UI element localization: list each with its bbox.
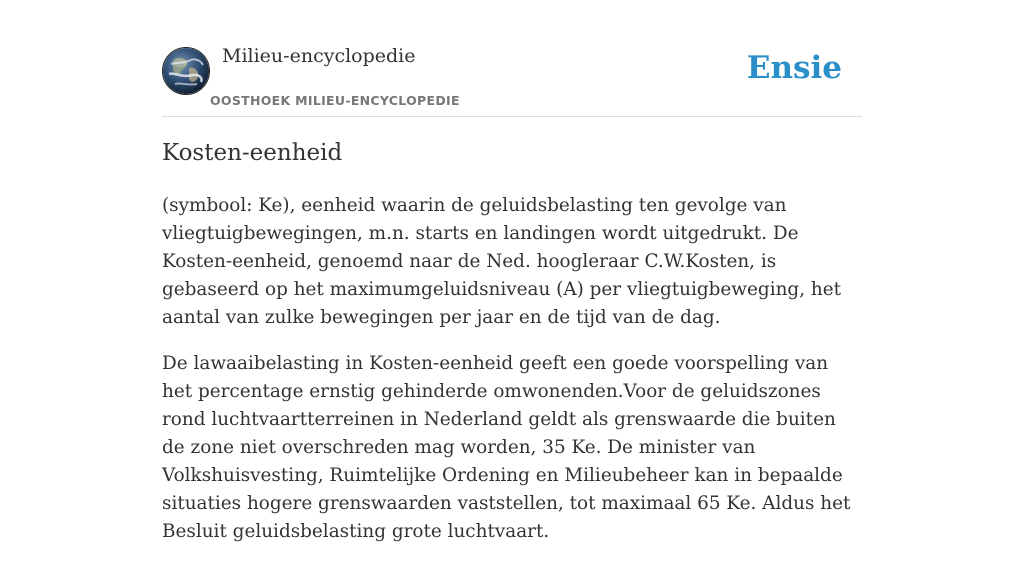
site-header	[162, 0, 862, 117]
article-paragraph: De lawaaibelasting in Kosten-eenheid geeft een goede voorspelling van het percentage ernstig gehinderde omwonenden.Voor de geluidszones rond luchtvaartterreinen in Nederland geldt als grenswaarde die buiten de zone niet overschreden mag worden, 35 Ke. De minister van Volkshuisvesting, Ruimtelijke Ordening en Milieubeheer kan in bepaalde situaties hogere grenswaarden vaststellen, tot maximaal 65 Ke. Aldus het Besluit geluidsbelasting grote luchtvaart.	[162, 353, 851, 542]
site-title[interactable]: Milieu-encyclopedie	[222, 45, 416, 67]
earth-globe-icon[interactable]	[162, 47, 210, 95]
page	[162, 0, 862, 542]
brand-logo[interactable]: Ensie	[746, 50, 842, 86]
article-title: Kosten-eenheid	[162, 140, 343, 166]
article-paragraph: (symbool: Ke), eenheid waarin de geluidsbelasting ten gevolge van vliegtuigbewegingen, m.n. starts en landingen wordt uitgedrukt. De Kosten-eenheid, genoemd naar de Ned. hoogleraar C.W.Kosten, is gebaseerd op het maximumgeluidsniveau (A) per vliegtuigbeweging, het aantal van zulke bewegingen per jaar en de tijd van de dag.	[162, 195, 841, 328]
article-body	[162, 192, 862, 564]
site-subtitle[interactable]: OOSTHOEK MILIEU-ENCYCLOPEDIE	[210, 93, 460, 108]
